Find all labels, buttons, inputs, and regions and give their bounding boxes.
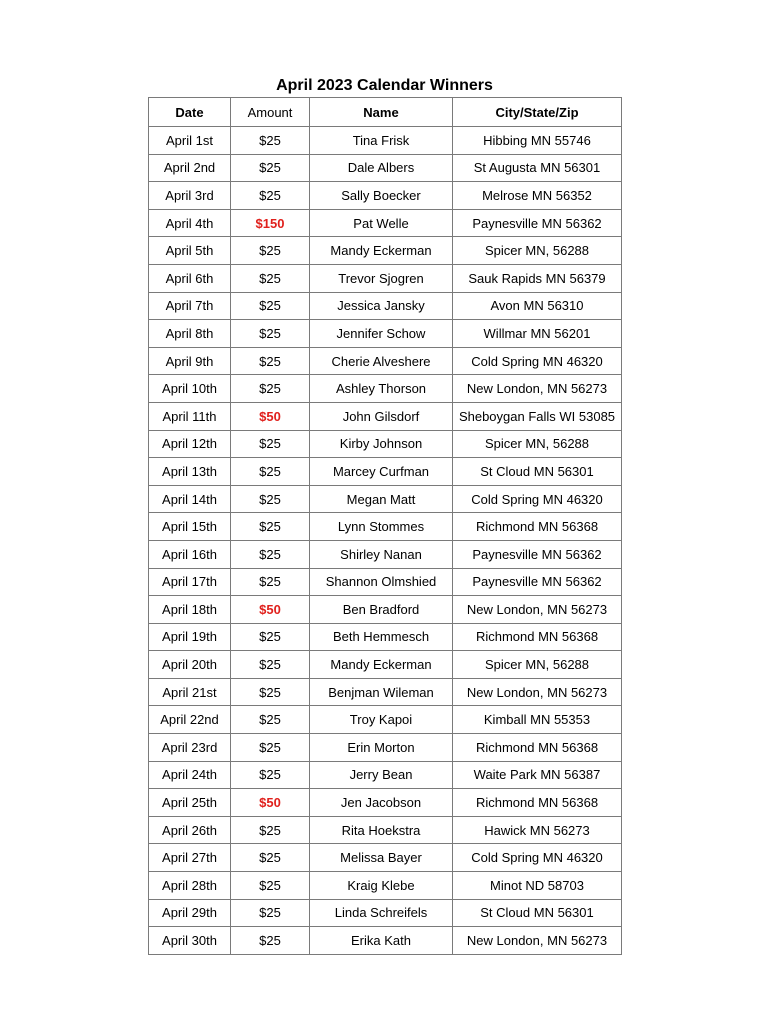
date-cell: April 29th	[149, 899, 231, 927]
city-cell: Paynesville MN 56362	[453, 540, 622, 568]
table-row	[149, 899, 622, 927]
table-row	[149, 375, 622, 403]
date-cell: April 24th	[149, 761, 231, 789]
table-row	[149, 678, 622, 706]
amount-cell: $25	[231, 430, 310, 458]
amount-cell: $25	[231, 154, 310, 182]
name-cell: Mandy Eckerman	[310, 651, 453, 679]
date-cell: April 4th	[149, 209, 231, 237]
table-row	[149, 402, 622, 430]
date-cell: April 1st	[149, 127, 231, 155]
date-cell: April 17th	[149, 568, 231, 596]
date-cell: April 22nd	[149, 706, 231, 734]
table-row	[149, 651, 622, 679]
table-row	[149, 430, 622, 458]
name-cell: Ashley Thorson	[310, 375, 453, 403]
date-cell: April 6th	[149, 264, 231, 292]
name-cell: Jennifer Schow	[310, 320, 453, 348]
amount-cell: $50	[231, 402, 310, 430]
name-cell: Rita Hoekstra	[310, 816, 453, 844]
table-row	[149, 623, 622, 651]
city-cell: Hawick MN 56273	[453, 816, 622, 844]
name-cell: Benjman Wileman	[310, 678, 453, 706]
header-row	[149, 98, 622, 127]
city-cell: Avon MN 56310	[453, 292, 622, 320]
date-cell: April 19th	[149, 623, 231, 651]
name-cell: Jessica Jansky	[310, 292, 453, 320]
name-cell: Pat Welle	[310, 209, 453, 237]
city-cell: Spicer MN, 56288	[453, 237, 622, 265]
amount-cell: $25	[231, 927, 310, 955]
date-cell: April 27th	[149, 844, 231, 872]
amount-cell: $25	[231, 678, 310, 706]
column-header-name: Name	[310, 98, 453, 127]
name-cell: Mandy Eckerman	[310, 237, 453, 265]
amount-cell: $25	[231, 844, 310, 872]
date-cell: April 20th	[149, 651, 231, 679]
city-cell: Willmar MN 56201	[453, 320, 622, 348]
amount-cell: $25	[231, 568, 310, 596]
name-cell: Megan Matt	[310, 485, 453, 513]
city-cell: Cold Spring MN 46320	[453, 844, 622, 872]
amount-cell: $25	[231, 816, 310, 844]
table-row	[149, 209, 622, 237]
amount-cell: $25	[231, 347, 310, 375]
city-cell: Sauk Rapids MN 56379	[453, 264, 622, 292]
amount-cell: $25	[231, 127, 310, 155]
date-cell: April 23rd	[149, 734, 231, 762]
date-cell: April 8th	[149, 320, 231, 348]
amount-cell: $50	[231, 789, 310, 817]
name-cell: Lynn Stommes	[310, 513, 453, 541]
amount-cell: $50	[231, 596, 310, 624]
date-cell: April 10th	[149, 375, 231, 403]
name-cell: John Gilsdorf	[310, 402, 453, 430]
city-cell: Kimball MN 55353	[453, 706, 622, 734]
amount-cell: $25	[231, 761, 310, 789]
city-cell: Richmond MN 56368	[453, 789, 622, 817]
amount-cell: $25	[231, 485, 310, 513]
name-cell: Melissa Bayer	[310, 844, 453, 872]
amount-cell: $25	[231, 734, 310, 762]
city-cell: Cold Spring MN 46320	[453, 485, 622, 513]
name-cell: Sally Boecker	[310, 182, 453, 210]
date-cell: April 2nd	[149, 154, 231, 182]
name-cell: Erika Kath	[310, 927, 453, 955]
amount-cell: $25	[231, 264, 310, 292]
name-cell: Cherie Alveshere	[310, 347, 453, 375]
table-row	[149, 292, 622, 320]
date-cell: April 5th	[149, 237, 231, 265]
city-cell: St Cloud MN 56301	[453, 899, 622, 927]
name-cell: Erin Morton	[310, 734, 453, 762]
city-cell: Richmond MN 56368	[453, 734, 622, 762]
date-cell: April 18th	[149, 596, 231, 624]
city-cell: St Augusta MN 56301	[453, 154, 622, 182]
date-cell: April 9th	[149, 347, 231, 375]
name-cell: Jerry Bean	[310, 761, 453, 789]
amount-cell: $25	[231, 292, 310, 320]
date-cell: April 30th	[149, 927, 231, 955]
amount-cell: $25	[231, 320, 310, 348]
name-cell: Shirley Nanan	[310, 540, 453, 568]
city-cell: Paynesville MN 56362	[453, 568, 622, 596]
city-cell: New London, MN 56273	[453, 596, 622, 624]
date-cell: April 26th	[149, 816, 231, 844]
table-row	[149, 816, 622, 844]
name-cell: Dale Albers	[310, 154, 453, 182]
table-row	[149, 596, 622, 624]
city-cell: Richmond MN 56368	[453, 623, 622, 651]
winners-table	[148, 97, 622, 955]
name-cell: Shannon Olmshied	[310, 568, 453, 596]
amount-cell: $25	[231, 651, 310, 679]
column-header-amount: Amount	[231, 98, 310, 127]
amount-cell: $25	[231, 513, 310, 541]
city-cell: Hibbing MN 55746	[453, 127, 622, 155]
table-row	[149, 485, 622, 513]
date-cell: April 16th	[149, 540, 231, 568]
date-cell: April 25th	[149, 789, 231, 817]
name-cell: Linda Schreifels	[310, 899, 453, 927]
city-cell: Melrose MN 56352	[453, 182, 622, 210]
table-row	[149, 347, 622, 375]
date-cell: April 13th	[149, 458, 231, 486]
page-title: April 2023 Calendar Winners	[276, 77, 493, 94]
date-cell: April 12th	[149, 430, 231, 458]
city-cell: Sheboygan Falls WI 53085	[453, 402, 622, 430]
city-cell: New London, MN 56273	[453, 927, 622, 955]
city-cell: Paynesville MN 56362	[453, 209, 622, 237]
name-cell: Jen Jacobson	[310, 789, 453, 817]
table-row	[149, 872, 622, 900]
name-cell: Troy Kapoi	[310, 706, 453, 734]
amount-cell: $25	[231, 872, 310, 900]
amount-cell: $150	[231, 209, 310, 237]
name-cell: Ben Bradford	[310, 596, 453, 624]
table-row	[149, 761, 622, 789]
amount-cell: $25	[231, 706, 310, 734]
table-header	[149, 98, 622, 127]
table-row	[149, 320, 622, 348]
name-cell: Tina Frisk	[310, 127, 453, 155]
city-cell: Waite Park MN 56387	[453, 761, 622, 789]
amount-cell: $25	[231, 623, 310, 651]
name-cell: Kirby Johnson	[310, 430, 453, 458]
date-cell: April 15th	[149, 513, 231, 541]
amount-cell: $25	[231, 899, 310, 927]
date-cell: April 14th	[149, 485, 231, 513]
column-header-city: City/State/Zip	[453, 98, 622, 127]
city-cell: St Cloud MN 56301	[453, 458, 622, 486]
amount-cell: $25	[231, 182, 310, 210]
table-row	[149, 844, 622, 872]
table-row	[149, 706, 622, 734]
table-row	[149, 789, 622, 817]
table-row	[149, 927, 622, 955]
city-cell: Richmond MN 56368	[453, 513, 622, 541]
date-cell: April 28th	[149, 872, 231, 900]
table-row	[149, 127, 622, 155]
city-cell: Minot ND 58703	[453, 872, 622, 900]
table-row	[149, 264, 622, 292]
table-row	[149, 568, 622, 596]
amount-cell: $25	[231, 375, 310, 403]
city-cell: Cold Spring MN 46320	[453, 347, 622, 375]
date-cell: April 21st	[149, 678, 231, 706]
table-row	[149, 540, 622, 568]
city-cell: New London, MN 56273	[453, 678, 622, 706]
date-cell: April 11th	[149, 402, 231, 430]
city-cell: Spicer MN, 56288	[453, 651, 622, 679]
amount-cell: $25	[231, 237, 310, 265]
name-cell: Trevor Sjogren	[310, 264, 453, 292]
table-row	[149, 458, 622, 486]
amount-cell: $25	[231, 458, 310, 486]
city-cell: New London, MN 56273	[453, 375, 622, 403]
table-row	[149, 237, 622, 265]
table-row	[149, 154, 622, 182]
name-cell: Beth Hemmesch	[310, 623, 453, 651]
table-body	[149, 127, 622, 955]
amount-cell: $25	[231, 540, 310, 568]
name-cell: Marcey Curfman	[310, 458, 453, 486]
column-header-date: Date	[149, 98, 231, 127]
table-row	[149, 734, 622, 762]
name-cell: Kraig Klebe	[310, 872, 453, 900]
table-row	[149, 513, 622, 541]
date-cell: April 3rd	[149, 182, 231, 210]
table-row	[149, 182, 622, 210]
date-cell: April 7th	[149, 292, 231, 320]
city-cell: Spicer MN, 56288	[453, 430, 622, 458]
